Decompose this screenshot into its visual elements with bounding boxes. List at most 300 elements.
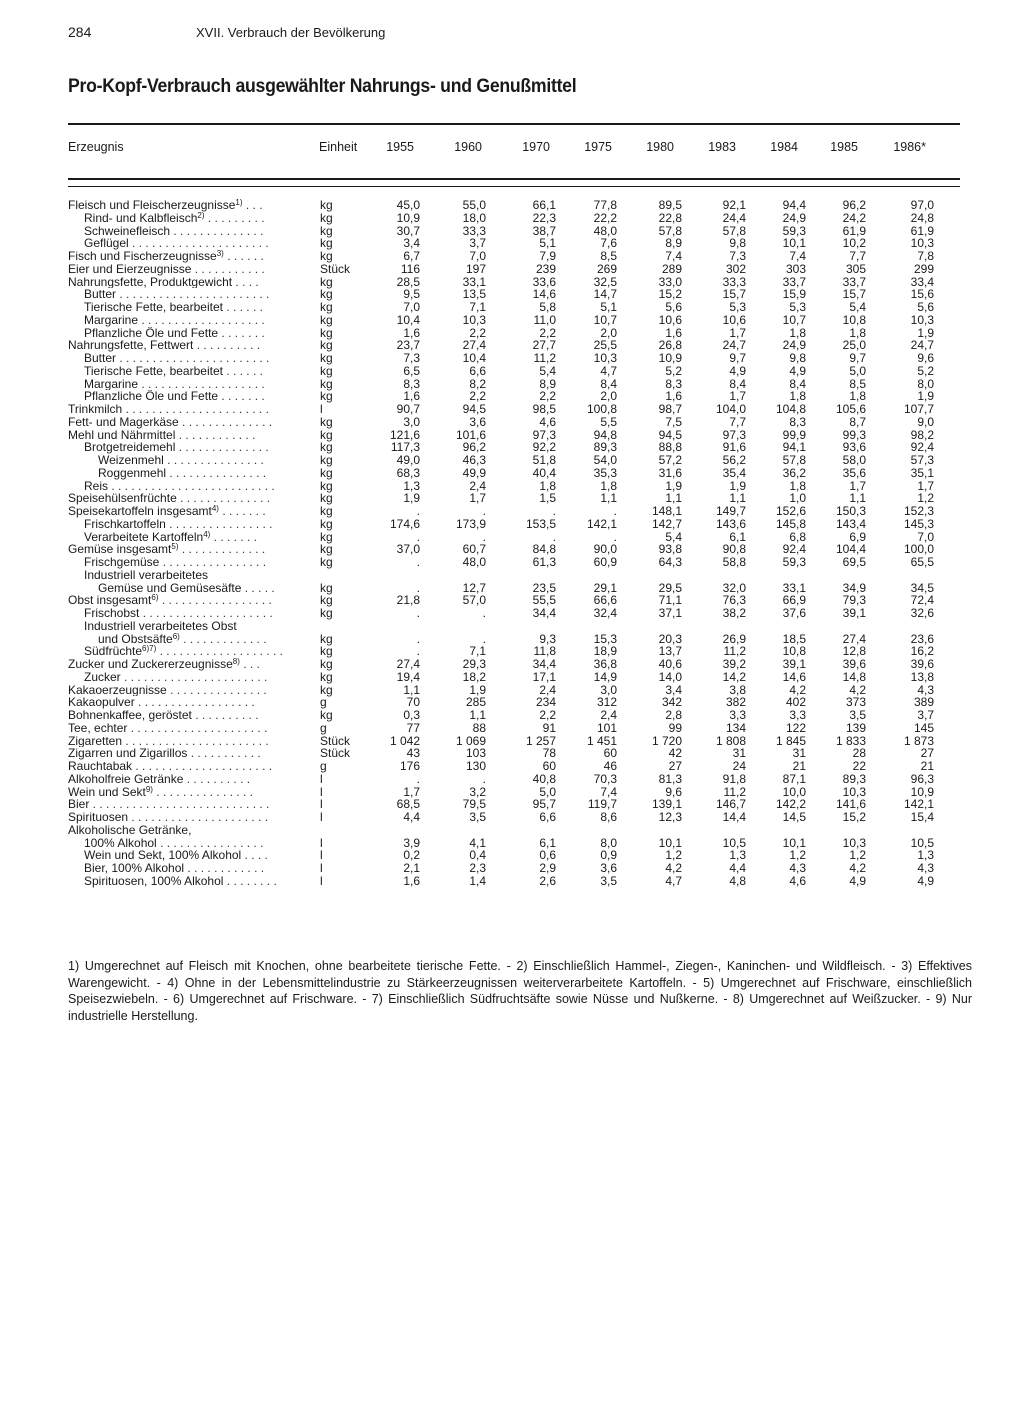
dot-leader: . . . . . . . . . . . . . . . . (156, 836, 264, 850)
row-unit: l (320, 784, 323, 799)
value-cell: 1,4 (469, 873, 486, 888)
value-cell: 10,1 (782, 236, 806, 251)
column-header-einheit: Einheit (319, 140, 358, 154)
value-cell: 57,2 (658, 453, 682, 467)
value-cell: 48,0 (593, 223, 617, 238)
row-label (68, 276, 298, 289)
value-cell: 1,1 (469, 708, 486, 722)
dot-leader: . . . . . . . . . . . . . . . . . . . . . . (122, 403, 269, 416)
value-cell: 104,8 (775, 402, 806, 416)
value-cell: 7,3 (729, 249, 746, 263)
value-cell: 14,7 (593, 287, 617, 302)
value-cell: 22,3 (532, 210, 556, 225)
dot-leader: . . . . . . . . . . . . . . . (163, 454, 264, 467)
value-cell: 8,5 (600, 249, 617, 263)
row-label (68, 314, 298, 327)
value-cell: 10,7 (593, 312, 617, 327)
value-cell: 10,3 (593, 351, 617, 365)
value-cell: 107,7 (903, 402, 934, 416)
value-cell: 1,8 (789, 389, 806, 404)
value-cell: 57,3 (910, 453, 934, 467)
footnotes: 1) Umgerechnet auf Fleisch mit Knochen, ohne bearbeitete tierische Fette. - 2) Einschließlich Hammel-, Ziegen-, Kaninchen- und Wildfleisch. - 3) Effektives Warengewicht. - 4) Ohne in der Lebensmittelindustrie zu Stärkeerzeugnissen weiterverarbeitete Kartoffeln. - 5) Umgerechnet auf Frischware, einschließlich Speisezwiebeln. - 6) Umgerechnet auf Frischware. - 7) Einschließlich Südfruchtsäfte sowie Nüsse und Nußkerne. - 8) Umgerechnet auf Weißzucker. - 9) Nur industrielle Herstellung. (68, 959, 972, 1023)
value-cell: 7,0 (917, 529, 934, 544)
value-cell: 10,3 (842, 835, 866, 850)
table-body (0, 199, 1024, 888)
value-cell: 51,8 (532, 453, 556, 467)
table-row (0, 454, 1024, 467)
row-label-text: Obst insgesamt (68, 594, 152, 607)
value-cell: 11,0 (533, 312, 556, 327)
dot-leader: . . . . . . . . . . . . . . . . . . . (156, 645, 283, 658)
value-cell: 7,0 (403, 300, 420, 314)
table-row (0, 582, 1024, 595)
row-label-text: Nahrungsfette, Fettwert (68, 339, 194, 352)
footnote-marker: 2) (197, 211, 205, 220)
value-cell: 5,2 (665, 363, 682, 378)
value-cell: 8,5 (849, 376, 866, 391)
row-label (68, 378, 298, 391)
row-label-text: Pflanzliche Öle und Fette (84, 390, 219, 403)
row-label (68, 824, 298, 837)
table-row (0, 441, 1024, 454)
value-cell: 0,3 (403, 708, 420, 722)
value-cell: 39,1 (842, 606, 866, 620)
value-cell: 4,4 (403, 810, 420, 824)
value-cell: 60 (603, 746, 617, 761)
value-cell: 42 (668, 746, 682, 761)
table-row (0, 365, 1024, 378)
value-cell: 0,4 (469, 848, 486, 863)
row-label (68, 390, 298, 403)
value-cell: 33,3 (722, 274, 746, 289)
row-unit: kg (320, 491, 333, 506)
value-cell: 5,5 (600, 414, 617, 429)
dot-leader: . . . . . . . . . . . . . . . . . . (134, 696, 255, 709)
value-cell: 3,5 (469, 810, 486, 824)
value-cell: 7,5 (665, 414, 682, 429)
value-cell: 10,6 (658, 312, 682, 327)
row-label (68, 671, 298, 684)
row-label-text: Bier (68, 798, 90, 811)
value-cell: 37,1 (658, 606, 682, 620)
value-cell: 92,2 (532, 440, 556, 455)
value-cell: 312 (596, 695, 617, 710)
row-label (68, 862, 298, 875)
value-cell: 100,8 (586, 402, 617, 416)
row-unit: kg (320, 669, 333, 684)
row-label-text: Spirituosen (68, 811, 129, 824)
value-cell: 1,8 (539, 478, 556, 493)
table-row (0, 747, 1024, 760)
value-cell: 43 (406, 746, 420, 761)
value-cell: 174,6 (389, 516, 420, 531)
table-row (0, 709, 1024, 722)
value-cell: 24,8 (910, 210, 934, 225)
value-cell: 8,0 (917, 376, 934, 391)
value-cell: 103 (465, 746, 486, 761)
table-row (0, 849, 1024, 862)
dot-leader: . . . . . . . . . . . . . . . . . (158, 594, 272, 607)
column-header-year: 1975 (584, 140, 612, 154)
value-cell: 10,0 (782, 784, 806, 799)
dot-leader: . . . . . . . . . . . . . . . . . . . . . . . (116, 352, 270, 365)
row-unit: l (320, 797, 323, 812)
value-cell: 21 (792, 759, 806, 773)
value-cell: 66,1 (532, 198, 556, 212)
value-cell: 48,0 (462, 555, 486, 569)
table-row (0, 569, 1024, 582)
value-cell: 5,8 (539, 300, 556, 314)
value-cell: 24,9 (782, 338, 806, 353)
row-label-text: Weizenmehl (98, 454, 164, 467)
value-cell: 1,2 (917, 491, 934, 506)
row-label (68, 531, 298, 544)
row-label (68, 225, 298, 238)
row-unit: l (320, 861, 323, 875)
value-cell: 27 (668, 759, 682, 773)
row-label (68, 327, 298, 340)
value-cell: 11,8 (533, 644, 556, 659)
row-unit: kg (320, 542, 333, 557)
table-row (0, 403, 1024, 416)
value-cell: 6,1 (729, 529, 746, 544)
row-label-text: Kakaopulver (68, 696, 135, 709)
value-cell: 77 (406, 720, 420, 735)
value-cell: 299 (913, 261, 934, 276)
value-cell: 9,5 (403, 287, 420, 302)
column-header-year: 1980 (646, 140, 674, 154)
row-label (68, 658, 298, 671)
value-cell: 145 (913, 720, 934, 735)
value-cell: 17,1 (532, 669, 556, 684)
value-cell: 5,4 (665, 529, 682, 544)
dot-leader: . . . . . . (222, 364, 263, 378)
value-cell: 61,9 (842, 223, 866, 238)
value-cell: 14,6 (782, 669, 806, 684)
table-row (0, 288, 1024, 301)
value-cell: 1,9 (917, 389, 934, 404)
value-cell: 14,4 (722, 810, 746, 824)
value-cell: 2,0 (600, 389, 617, 404)
row-label-text: Wein und Sekt (68, 785, 146, 799)
value-cell: 4,8 (729, 873, 746, 888)
value-cell: 2,3 (469, 861, 486, 875)
value-cell: 33,1 (782, 580, 806, 595)
row-unit: kg (320, 249, 333, 263)
value-cell: 33,1 (462, 274, 486, 289)
value-cell: 8,4 (789, 376, 806, 391)
row-label-text: Spirituosen, 100% Alkohol (84, 874, 224, 888)
table-header (0, 140, 1024, 164)
value-cell: 3,0 (403, 414, 420, 429)
value-cell: 1 720 (651, 733, 682, 748)
dot-leader: . . . . . . . . (223, 874, 277, 888)
value-cell: 3,6 (469, 414, 486, 429)
value-cell: 22,2 (593, 210, 617, 225)
value-cell: 0,2 (403, 848, 420, 863)
row-label (68, 339, 298, 352)
value-cell: 14,5 (782, 810, 806, 824)
value-cell: 81,3 (658, 771, 682, 786)
dot-leader: . . . . . . . . . . . . . (179, 632, 267, 646)
value-cell: 23,7 (396, 338, 420, 353)
row-label (68, 569, 298, 582)
value-cell: 5,0 (539, 784, 556, 799)
row-label-text: Zucker und Zuckererzeugnisse (68, 658, 233, 671)
table-row (0, 671, 1024, 684)
value-cell: 15,7 (842, 287, 866, 302)
value-cell: 93,8 (658, 542, 682, 557)
value-cell: 3,3 (789, 708, 806, 722)
value-cell: 8,4 (729, 376, 746, 391)
row-label-text: Butter (84, 352, 117, 365)
row-label (68, 735, 298, 748)
dot-leader: . . . . . . (223, 250, 264, 263)
value-cell: 342 (661, 695, 682, 710)
row-label-text: Fisch und Fischerzeugnisse (68, 250, 217, 263)
row-unit: kg (320, 657, 333, 671)
value-cell: 143,6 (715, 516, 746, 531)
dot-leader: . . . . . . . . . . (183, 772, 251, 786)
value-cell: 2,1 (403, 861, 420, 875)
column-header-year: 1960 (454, 140, 482, 154)
value-cell: 15,2 (658, 287, 682, 302)
table-row (0, 645, 1024, 658)
value-cell: 146,7 (715, 797, 746, 812)
value-cell: 8,4 (600, 376, 617, 391)
value-cell: 8,0 (600, 835, 617, 850)
value-cell: 57,0 (462, 593, 486, 608)
value-cell: 1,9 (729, 478, 746, 493)
value-cell: 93,6 (842, 440, 866, 455)
row-label (68, 352, 298, 365)
value-cell: 7,0 (469, 249, 486, 263)
value-cell: 116 (400, 261, 420, 276)
value-cell: 33,3 (462, 223, 486, 238)
value-cell: 33,7 (782, 274, 806, 289)
value-cell: 10,6 (722, 312, 746, 327)
row-label-text: 100% Alkohol (84, 836, 157, 850)
value-cell: 389 (913, 695, 934, 710)
dot-leader: . . . . . . . . . (204, 211, 265, 225)
value-cell: . (416, 529, 420, 544)
table-row (0, 390, 1024, 403)
value-cell: 7,8 (917, 249, 934, 263)
value-cell: 382 (725, 695, 746, 710)
dot-leader: . . . . . . . . . . . . . . . . . . . . (139, 607, 273, 620)
row-label (68, 467, 298, 480)
value-cell: 91 (542, 720, 556, 735)
value-cell: 7,3 (403, 351, 420, 365)
value-cell: 59,3 (782, 223, 806, 238)
value-cell: 234 (535, 695, 556, 710)
value-cell: 141,6 (835, 797, 866, 812)
value-cell: 18,9 (593, 644, 617, 659)
row-label (68, 480, 298, 493)
row-label-text: Bohnenkaffee, geröstet (68, 709, 192, 722)
value-cell: 16,2 (910, 644, 934, 659)
row-label (68, 543, 298, 556)
table-row (0, 492, 1024, 505)
value-cell: 2,0 (600, 325, 617, 340)
dot-leader: . . . . . . . . . . . (191, 262, 265, 276)
dot-leader: . . . . . . (222, 301, 263, 314)
value-cell: 89,5 (658, 198, 682, 212)
value-cell: 8,9 (539, 376, 556, 391)
row-label-text: Margarine (84, 313, 139, 327)
value-cell: 134 (725, 720, 746, 735)
value-cell: 100,0 (903, 542, 934, 557)
row-unit: l (320, 873, 323, 888)
value-cell: 99 (668, 720, 682, 735)
table-title: Pro-Kopf-Verbrauch ausgewählter Nahrungs- und Genußmittel (68, 76, 577, 97)
value-cell: 84,8 (532, 542, 556, 557)
row-label (68, 645, 298, 658)
row-unit: g (320, 759, 327, 773)
value-cell: 142,2 (775, 797, 806, 812)
row-unit: l (320, 835, 323, 850)
row-label (68, 403, 298, 416)
value-cell: 3,0 (600, 682, 617, 697)
value-cell: 303 (785, 261, 806, 276)
value-cell: 1,6 (403, 389, 420, 404)
value-cell: 79,5 (462, 797, 486, 812)
value-cell: 96,2 (842, 198, 866, 212)
value-cell: 70 (406, 695, 420, 710)
value-cell: . (613, 504, 617, 518)
value-cell: 5,1 (539, 236, 556, 251)
row-label (68, 454, 298, 467)
value-cell: 4,9 (849, 873, 866, 888)
value-cell: 153,5 (525, 516, 556, 531)
table-row (0, 798, 1024, 811)
value-cell: 18,0 (462, 210, 486, 225)
row-label (68, 429, 298, 442)
dot-leader: . . . . . . . . . . (191, 709, 259, 722)
value-cell: 10,3 (462, 312, 486, 327)
value-cell: 7,4 (600, 784, 617, 799)
value-cell: 39,1 (782, 657, 806, 671)
dot-leader: . . . . . . . . . . . . . . (176, 492, 271, 505)
value-cell: 5,3 (789, 300, 806, 314)
value-cell: 6,6 (469, 363, 486, 378)
row-label (68, 492, 298, 505)
value-cell: . (482, 504, 486, 518)
row-label-text: Südfrüchte (84, 645, 143, 658)
value-cell: 104,4 (835, 542, 866, 557)
row-label (68, 786, 298, 799)
value-cell: 18,2 (462, 669, 486, 684)
value-cell: 117,3 (390, 440, 420, 455)
dot-leader: . . . . . . . . . . . . . . . . . . . . . . . . . (108, 479, 275, 493)
value-cell: 8,3 (789, 414, 806, 429)
value-cell: 35,4 (722, 465, 746, 480)
row-label-text: Roggenmehl (98, 466, 167, 480)
value-cell: 15,9 (782, 287, 806, 302)
row-unit: l (320, 771, 323, 786)
value-cell: 5,0 (849, 363, 866, 378)
value-cell: 9,6 (665, 784, 682, 799)
table-row (0, 480, 1024, 493)
value-cell: 96,3 (910, 771, 934, 786)
value-cell: 4,2 (849, 861, 866, 875)
dot-leader: . . . . . . . . . . . . . . . . . . . . . (128, 237, 269, 250)
value-cell: 402 (785, 695, 806, 710)
value-cell: 2,2 (539, 325, 556, 340)
value-cell: 4,9 (729, 363, 746, 378)
footnote-marker: 1) (235, 199, 243, 207)
table-row (0, 594, 1024, 607)
value-cell: 40,8 (532, 771, 556, 786)
value-cell: 14,0 (658, 669, 682, 684)
value-cell: 46,3 (462, 453, 486, 467)
value-cell: 39,2 (722, 657, 746, 671)
table-row (0, 378, 1024, 391)
value-cell: 76,3 (722, 593, 746, 608)
value-cell: 57,8 (782, 453, 806, 467)
value-cell: 27 (920, 746, 934, 761)
dot-leader: . . . . . . . . . . . . . . (170, 224, 264, 238)
value-cell: 10,3 (842, 784, 866, 799)
value-cell: 8,3 (403, 376, 420, 391)
value-cell: 5,1 (600, 300, 617, 314)
row-label-text: Rind- und Kalbfleisch (84, 211, 198, 225)
value-cell: 0,9 (600, 848, 617, 863)
value-cell: 35,6 (842, 465, 866, 480)
row-unit: kg (320, 338, 333, 353)
value-cell: 91,8 (722, 771, 746, 786)
value-cell: 36,8 (593, 657, 617, 671)
value-cell: 121,6 (389, 427, 420, 442)
table-row (0, 505, 1024, 518)
value-cell: 34,5 (910, 580, 934, 595)
value-cell: 1,1 (665, 491, 682, 506)
table-row (0, 225, 1024, 238)
dot-leader: . . . . . . . . . . . . . . . . . . . . . (128, 811, 269, 824)
value-cell: 28,5 (396, 274, 420, 289)
row-label (68, 301, 298, 314)
value-cell: 14,6 (532, 287, 556, 302)
value-cell: 1,7 (403, 784, 420, 799)
value-cell: 1,8 (789, 325, 806, 340)
row-label-text: Bier, 100% Alkohol (84, 862, 185, 875)
footnote-marker: 6) (172, 632, 180, 641)
value-cell: 1 451 (586, 733, 617, 748)
value-cell: 1,6 (403, 873, 420, 888)
value-cell: 24,7 (722, 338, 746, 353)
value-cell: 1,5 (539, 491, 556, 506)
value-cell: 92,4 (782, 542, 806, 557)
value-cell: 5,6 (665, 300, 682, 314)
row-label (68, 760, 298, 773)
row-unit: kg (320, 580, 333, 595)
value-cell: 4,3 (917, 861, 934, 875)
value-cell: 39,6 (910, 657, 934, 671)
footnote-marker: 5) (171, 543, 179, 552)
row-unit: g (320, 720, 327, 735)
row-label (68, 582, 298, 595)
row-unit: kg (320, 478, 333, 493)
value-cell: 143,4 (835, 516, 866, 531)
value-cell: 139,1 (651, 797, 682, 812)
value-cell: 24,4 (722, 210, 746, 225)
row-unit: kg (320, 427, 333, 442)
value-cell: 34,9 (842, 580, 866, 595)
value-cell: 46 (603, 759, 617, 773)
dot-leader: . . . . . . . . . . . . . . . . . . . . . . (120, 670, 268, 684)
row-label-text: Tee, echter (68, 721, 128, 735)
value-cell: 54,0 (593, 453, 617, 467)
